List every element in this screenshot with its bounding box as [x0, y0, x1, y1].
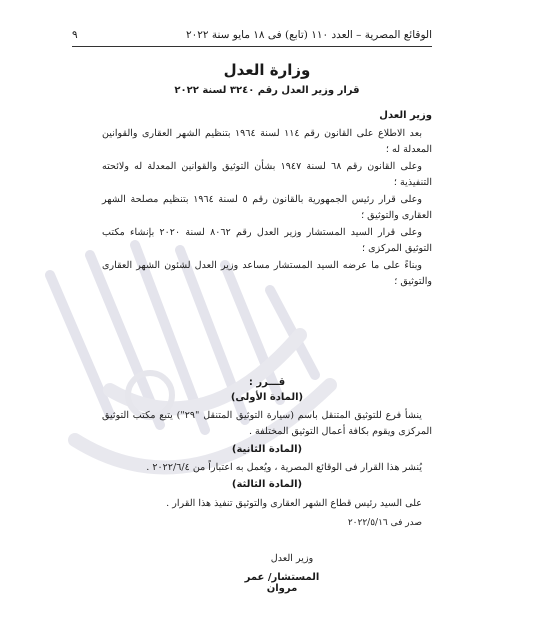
page-header [72, 26, 432, 44]
header-divider [72, 46, 432, 47]
article-3-title: (المادة الثالثة) [231, 479, 303, 490]
article-1-body [102, 408, 432, 441]
article-2-text: يُنشر هذا القرار فى الوقائع المصرية ، ويُعمل به اعتباراً من ٢٠٢٢/٦/٤ . [146, 462, 422, 473]
preamble-paragraph: وبناءً على ما عرضه السيد المستشار مساعد وزير العدل لشئون الشهر العقارى والتوثيق ؛ [102, 260, 432, 287]
article-2-body [102, 460, 432, 478]
decree-title: قرار وزير العدل رقم ٣٢٤٠ لسنة ٢٠٢٢ [174, 85, 360, 96]
article-1-text: ينشأ فرع للتوثيق المتنقل باسم (سيارة التوثيق المتنقل "٢٩") يتبع مكتب التوثيق المركزى ويقوم بكافة أعمال التوثيق المختلفة . [102, 410, 432, 437]
issued-date: صدر فى ٢٠٢٢/٥/١٦ [347, 518, 422, 528]
issued-date-block [102, 516, 432, 534]
decided-heading: قـــرر : [248, 377, 286, 388]
article-1-title: (المادة الأولى) [230, 392, 304, 403]
header-publication: الوقائع المصرية – العدد ١١٠ (تابع) فى ١٨ مايو سنة ٢٠٢٢ [185, 29, 432, 41]
ministry-title: وزارة العدل [223, 61, 311, 79]
preamble-paragraph: وعلى القانون رقم ٦٨ لسنة ١٩٤٧ بشأن التوثيق والقوانين المعدلة له ولائحته التنفيذية ؛ [102, 161, 432, 188]
article-3-body [102, 496, 432, 514]
preamble-paragraph: وعلى قرار رئيس الجمهورية بالقانون رقم ٥ لسنة ١٩٦٤ بتنظيم مصلحة الشهر العقارى والتوثيق ؛ [102, 194, 432, 221]
preamble-paragraph: وعلى قرار السيد المستشار وزير العدل رقم ٨٠٦٢ لسنة ٢٠٢٠ بإنشاء مكتب التوثيق المركزى ؛ [102, 227, 432, 254]
article-2-title: (المادة الثانية) [231, 444, 303, 455]
minister-heading: وزير العدل [379, 110, 432, 121]
preamble-paragraph: بعد الاطلاع على القانون رقم ١١٤ لسنة ١٩٦٤ بتنظيم الشهر العقارى والقوانين المعدلة له ؛ [102, 128, 432, 155]
preamble [102, 126, 432, 291]
article-3-text: على السيد رئيس قطاع الشهر العقارى والتوثيق تنفيذ هذا القرار . [166, 498, 422, 509]
signature-name: المستشار/ عمر مروان [244, 572, 320, 594]
signature-role: وزير العدل [270, 553, 314, 564]
page-number: ٩ [72, 29, 78, 41]
